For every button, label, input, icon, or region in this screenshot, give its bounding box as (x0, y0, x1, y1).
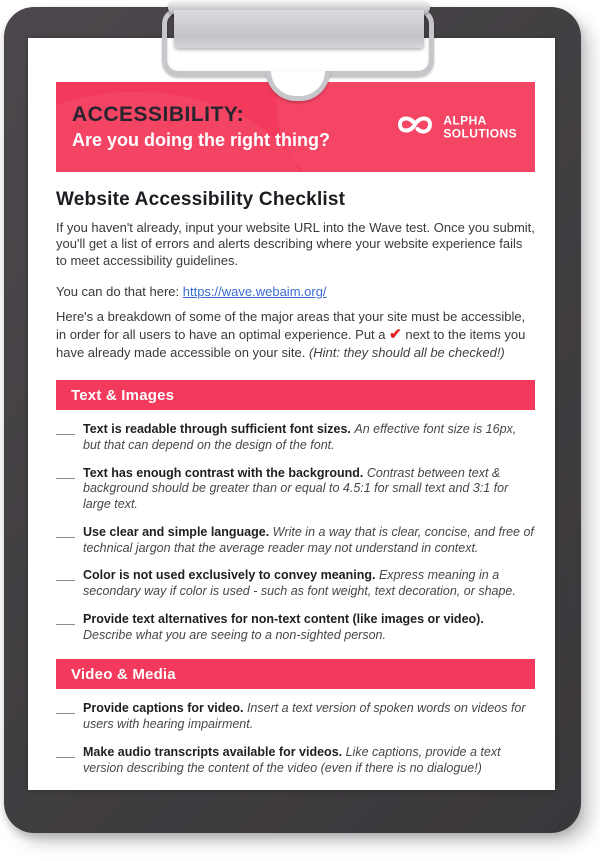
banner-title: ACCESSIBILITY: (72, 103, 245, 126)
checkmark-icon: ✔ (389, 326, 402, 344)
wave-test-link[interactable]: https://wave.webaim.org/ (182, 283, 327, 299)
check-blank-line (56, 422, 75, 435)
breakdown-text-post: next to the items you have already made accessible on your site. (56, 327, 526, 360)
checklist-item (56, 466, 535, 513)
item-italic: Contrast between text & background should be greater than or equal to 4.5:1 for small text and 3:1 for large text. (83, 465, 509, 512)
check-blank-line (56, 612, 75, 625)
item-italic: Write in a way that is clear, concise, and free of technical jargon that the average reader may not understand in context. (83, 524, 534, 555)
checklist-item (56, 612, 535, 644)
section-header-text-images: Text & Images (56, 380, 535, 410)
item-bold: Provide captions for video. (83, 701, 244, 716)
paper-sheet (28, 38, 555, 790)
checklist-item (56, 525, 535, 557)
intro-paragraph: If you haven't already, input your website URL into the Wave test. Once you submit, you'll get a list of errors and alerts describing where your website experience fails to meet accessibility guidelines. (56, 220, 535, 268)
infinity-icon (395, 112, 435, 143)
checklist-item (56, 745, 535, 777)
logo-line1: ALPHA (443, 113, 487, 128)
breakdown-text-pre: Here's a breakdown of some of the major areas that your site must be accessible, in order for all users to have an optimal experience. Put a (56, 308, 526, 343)
logo-line2: SOLUTIONS (443, 126, 517, 140)
item-bold: Use clear and simple language. (83, 524, 270, 539)
item-italic: Express meaning in a secondary way if color is used - such as font weight, text decoration, or shape. (83, 568, 516, 599)
breakdown-hint: (Hint: they should all be checked!) (308, 344, 505, 360)
checklist-item-text (83, 701, 535, 733)
checklist-item (56, 422, 535, 454)
clip-plate (174, 10, 424, 48)
item-italic: Insert a text version of spoken words on videos for users with hearing impairment. (83, 701, 526, 732)
link-line (56, 284, 535, 299)
banner-titles (72, 103, 330, 151)
checklist-item-text (83, 612, 535, 644)
checklist-item-text (83, 745, 535, 777)
item-italic: An effective font size is 16px, but that can depend on the design of the font. (83, 422, 517, 452)
check-blank-line (56, 701, 75, 714)
item-bold: Make audio transcripts available for videos. (83, 744, 343, 759)
checklist-item-text (83, 422, 535, 454)
checklist-item (56, 701, 535, 733)
item-bold: Text is readable through sufficient font sizes. (83, 422, 351, 437)
alpha-solutions-logo (395, 112, 517, 143)
checklist-item-text (83, 466, 535, 513)
check-blank-line (56, 466, 75, 479)
breakdown-paragraph (56, 309, 535, 361)
item-bold: Text has enough contrast with the background. (83, 465, 364, 480)
checklist-item-text (83, 568, 535, 600)
page-title: Website Accessibility Checklist (56, 189, 346, 210)
checklist-item (56, 568, 535, 600)
item-italic: Like captions, provide a text version describing the content of the video (even if there is no dialogue!) (83, 744, 501, 775)
document-content (56, 38, 535, 776)
check-blank-line (56, 525, 75, 538)
check-blank-line (56, 568, 75, 581)
checklist-item-text (83, 525, 535, 557)
item-bold: Provide text alternatives for non-text content (like images or video). (83, 611, 484, 626)
logo-wordmark (443, 114, 517, 139)
banner-subtitle: Are you doing the right thing? (72, 130, 330, 150)
check-blank-line (56, 745, 75, 758)
link-label: You can do that here: (56, 283, 180, 299)
item-bold: Color is not used exclusively to convey meaning. (83, 568, 376, 583)
item-italic: Describe what you are seeing to a non-sighted person. (83, 627, 386, 642)
section-header-video-media: Video & Media (56, 659, 535, 689)
